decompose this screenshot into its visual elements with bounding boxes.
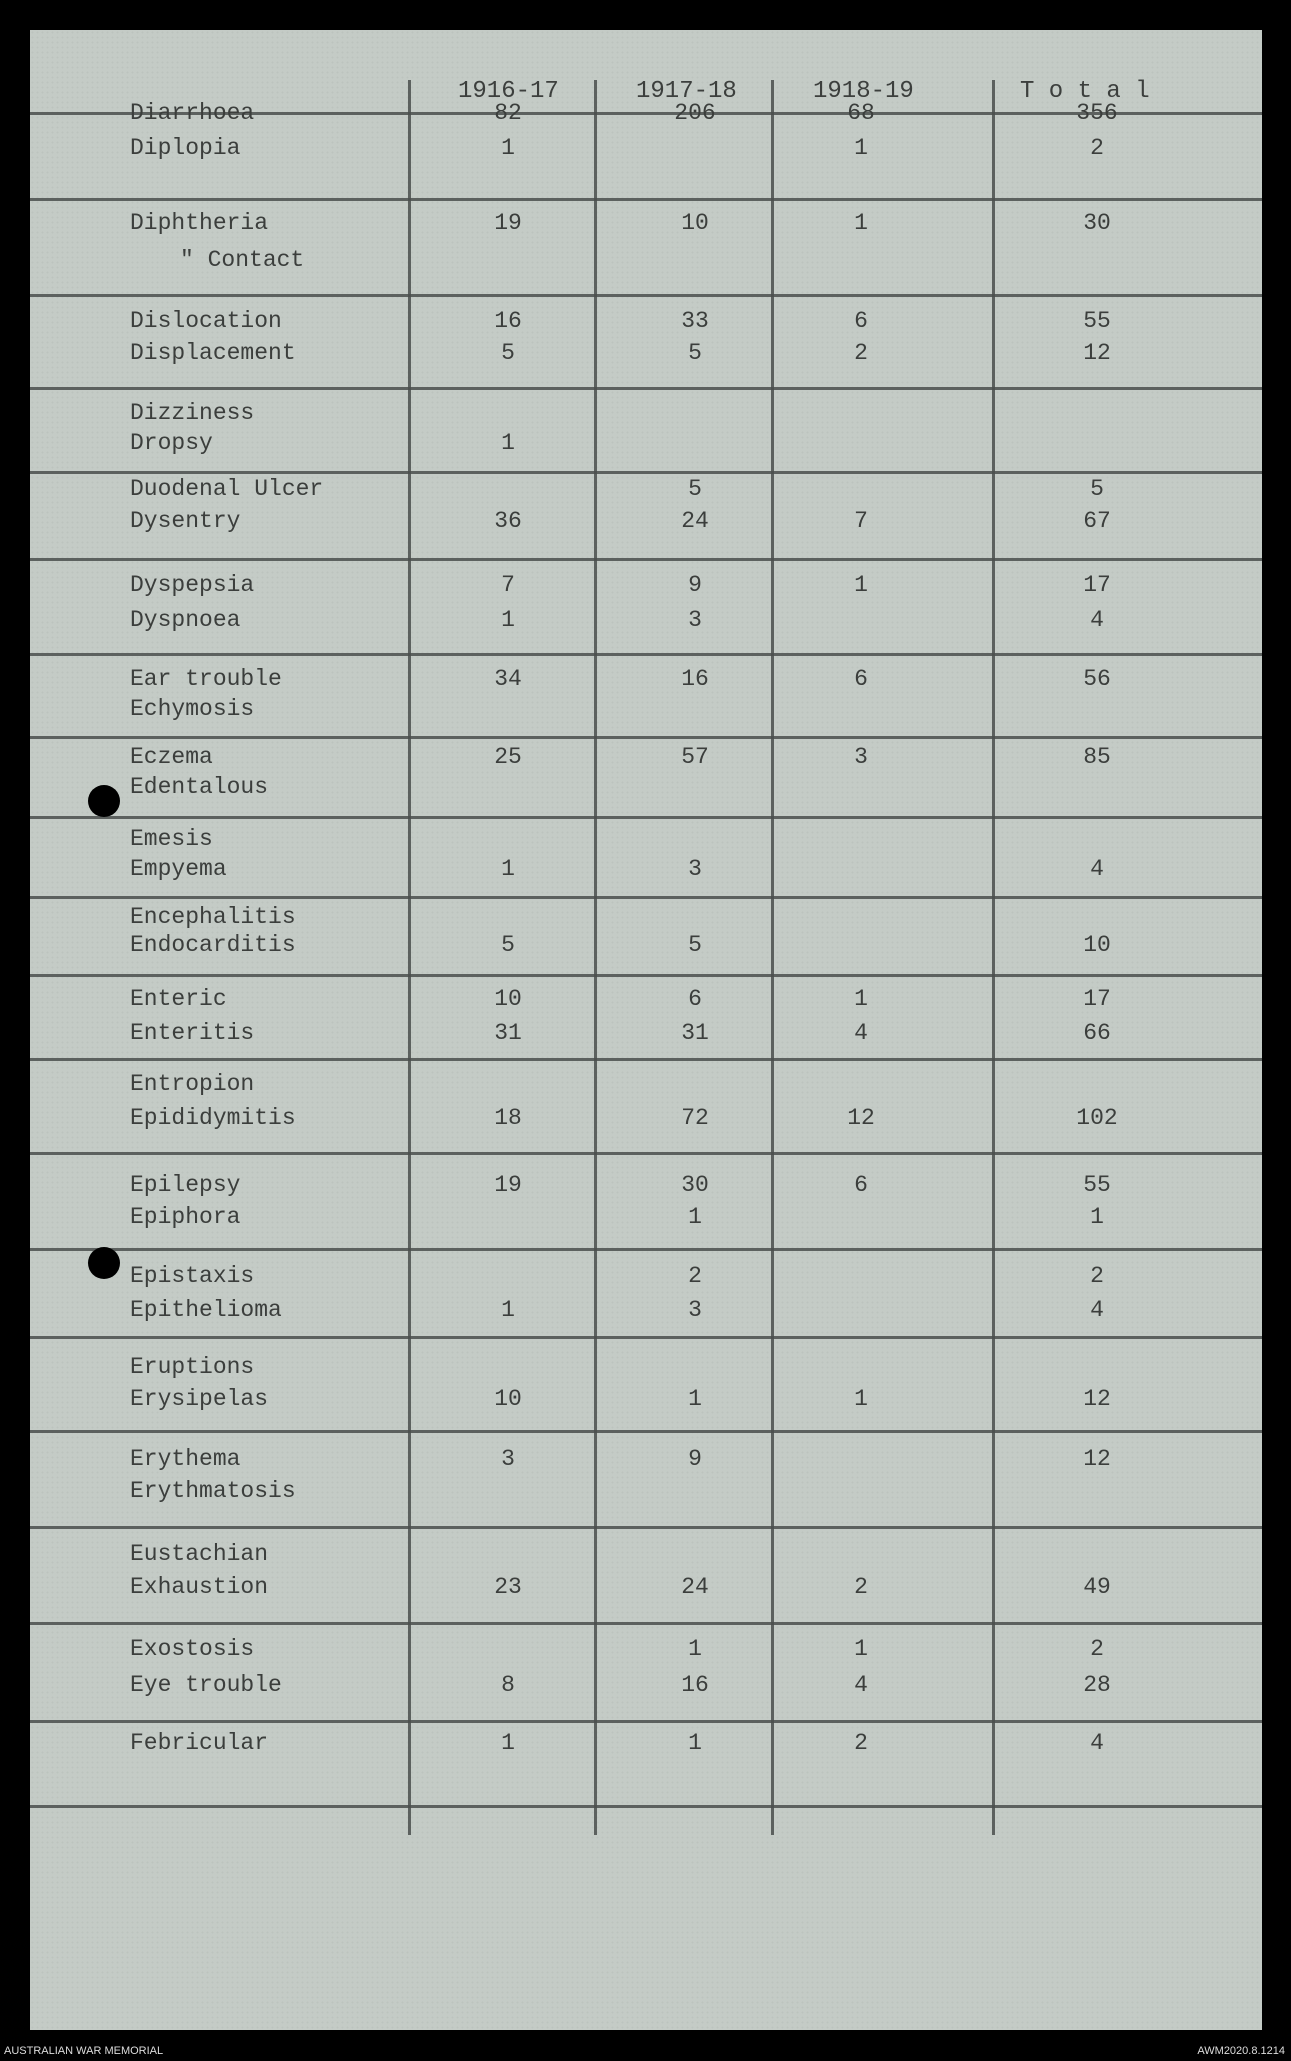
row-divider xyxy=(30,1336,1262,1339)
ailment-label: Emesis xyxy=(130,826,213,852)
cell-value: 8 xyxy=(501,1672,515,1698)
ailment-label: Enteritis xyxy=(130,1020,255,1046)
ailment-label: Enteric xyxy=(130,986,227,1012)
cell-value: 30 xyxy=(1083,210,1111,236)
column-divider xyxy=(771,80,774,1835)
cell-value: 82 xyxy=(494,100,522,126)
cell-value: 9 xyxy=(688,572,702,598)
cell-value: 24 xyxy=(681,1574,709,1600)
cell-value: 16 xyxy=(681,1672,709,1698)
ailment-label: Dyspepsia xyxy=(130,572,255,598)
cell-value: 7 xyxy=(501,572,515,598)
row-divider xyxy=(30,1720,1262,1723)
ailment-label: Epistaxis xyxy=(130,1263,255,1289)
cell-value: 4 xyxy=(1090,1297,1104,1323)
cell-value: 18 xyxy=(494,1105,522,1131)
ailment-label: Exhaustion xyxy=(130,1574,269,1600)
cell-value: 36 xyxy=(494,508,522,534)
cell-value: 6 xyxy=(854,1172,868,1198)
column-divider xyxy=(594,80,597,1835)
ailment-label: Dropsy xyxy=(130,430,213,456)
cell-value: 1 xyxy=(688,1386,702,1412)
cell-value: 7 xyxy=(854,508,868,534)
cell-value: 10 xyxy=(681,210,709,236)
ailment-label: Displacement xyxy=(130,340,296,366)
cell-value: 1 xyxy=(688,1204,702,1230)
cell-value: 10 xyxy=(494,1386,522,1412)
ailment-label: Entropion xyxy=(130,1071,255,1097)
row-divider xyxy=(30,1058,1262,1061)
cell-value: 57 xyxy=(681,744,709,770)
cell-value: 10 xyxy=(494,986,522,1012)
row-divider xyxy=(30,558,1262,561)
cell-value: 17 xyxy=(1083,572,1111,598)
row-divider xyxy=(30,1430,1262,1433)
ailment-label: Empyema xyxy=(130,856,227,882)
cell-value: 31 xyxy=(494,1020,522,1046)
cell-value: 6 xyxy=(688,986,702,1012)
ailment-label: Erythmatosis xyxy=(130,1478,296,1504)
cell-value: 3 xyxy=(688,1297,702,1323)
row-divider xyxy=(30,653,1262,656)
cell-value: 4 xyxy=(854,1672,868,1698)
cell-value: 356 xyxy=(1076,100,1118,126)
cell-value: 68 xyxy=(847,100,875,126)
punch-hole xyxy=(88,1247,120,1279)
cell-value: 1 xyxy=(688,1636,702,1662)
cell-value: 9 xyxy=(688,1446,702,1472)
cell-value: 3 xyxy=(688,856,702,882)
cell-value: 4 xyxy=(1090,1730,1104,1756)
cell-value: 1 xyxy=(854,1636,868,1662)
cell-value: 24 xyxy=(681,508,709,534)
cell-value: 19 xyxy=(494,210,522,236)
cell-value: 17 xyxy=(1083,986,1111,1012)
cell-value: 5 xyxy=(1090,476,1104,502)
cell-value: 6 xyxy=(854,666,868,692)
cell-value: 5 xyxy=(501,340,515,366)
cell-value: 67 xyxy=(1083,508,1111,534)
cell-value: 1 xyxy=(1090,1204,1104,1230)
row-divider xyxy=(30,816,1262,819)
ailment-label: Encephalitis xyxy=(130,904,296,930)
ailment-label: Eustachian xyxy=(130,1541,269,1567)
ailment-label: Echymosis xyxy=(130,696,255,722)
cell-value: 1 xyxy=(501,607,515,633)
header-1917-18: 1917-18 xyxy=(636,78,737,105)
cell-value: 2 xyxy=(1090,135,1104,161)
cell-value: 1 xyxy=(688,1730,702,1756)
row-divider xyxy=(30,1622,1262,1625)
header-total: T o t a l xyxy=(1020,78,1150,105)
row-divider xyxy=(30,1805,1262,1808)
ailment-label: Erythema xyxy=(130,1446,241,1472)
cell-value: 5 xyxy=(688,476,702,502)
cell-value: 2 xyxy=(688,1263,702,1289)
ailment-label: " Contact xyxy=(180,247,305,273)
ailment-label: Ear trouble xyxy=(130,666,282,692)
cell-value: 2 xyxy=(854,340,868,366)
cell-value: 12 xyxy=(1083,1386,1111,1412)
cell-value: 1 xyxy=(854,135,868,161)
row-divider xyxy=(30,736,1262,739)
cell-value: 16 xyxy=(494,308,522,334)
cell-value: 55 xyxy=(1083,308,1111,334)
cell-value: 6 xyxy=(854,308,868,334)
ailment-label: Dizziness xyxy=(130,400,255,426)
column-divider xyxy=(992,80,995,1835)
cell-value: 1 xyxy=(501,135,515,161)
cell-value: 2 xyxy=(854,1574,868,1600)
cell-value: 1 xyxy=(854,1386,868,1412)
cell-value: 1 xyxy=(501,856,515,882)
cell-value: 1 xyxy=(854,986,868,1012)
cell-value: 56 xyxy=(1083,666,1111,692)
ailment-label: Epithelioma xyxy=(130,1297,282,1323)
cell-value: 55 xyxy=(1083,1172,1111,1198)
row-divider xyxy=(30,471,1262,474)
footer-left: AUSTRALIAN WAR MEMORIAL xyxy=(4,2045,164,2057)
ailment-label: Dislocation xyxy=(130,308,282,334)
cell-value: 5 xyxy=(688,932,702,958)
ailment-label: Eruptions xyxy=(130,1354,255,1380)
ailment-label: Erysipelas xyxy=(130,1386,269,1412)
cell-value: 3 xyxy=(501,1446,515,1472)
cell-value: 102 xyxy=(1076,1105,1118,1131)
cell-value: 4 xyxy=(854,1020,868,1046)
cell-value: 1 xyxy=(854,210,868,236)
punch-hole xyxy=(88,785,120,817)
ailment-label: Duodenal Ulcer xyxy=(130,476,324,502)
cell-value: 206 xyxy=(674,100,716,126)
row-divider xyxy=(30,198,1262,201)
cell-value: 1 xyxy=(854,572,868,598)
cell-value: 19 xyxy=(494,1172,522,1198)
cell-value: 33 xyxy=(681,308,709,334)
column-divider xyxy=(408,80,411,1835)
cell-value: 23 xyxy=(494,1574,522,1600)
cell-value: 31 xyxy=(681,1020,709,1046)
cell-value: 3 xyxy=(688,607,702,633)
cell-value: 12 xyxy=(1083,340,1111,366)
cell-value: 5 xyxy=(501,932,515,958)
cell-value: 1 xyxy=(501,430,515,456)
header-1916-17: 1916-17 xyxy=(458,78,559,105)
ailment-label: Exostosis xyxy=(130,1636,255,1662)
cell-value: 1 xyxy=(501,1297,515,1323)
cell-value: 2 xyxy=(1090,1636,1104,1662)
cell-value: 4 xyxy=(1090,856,1104,882)
cell-value: 28 xyxy=(1083,1672,1111,1698)
ailment-label: Eczema xyxy=(130,744,213,770)
ailment-label: Diarrhoea xyxy=(130,100,255,126)
ailment-label: Febricular xyxy=(130,1730,269,1756)
ailment-label: Dysentry xyxy=(130,508,241,534)
ailment-label: Diplopia xyxy=(130,135,241,161)
cell-value: 30 xyxy=(681,1172,709,1198)
ailment-label: Epididymitis xyxy=(130,1105,296,1131)
row-divider xyxy=(30,387,1262,390)
cell-value: 49 xyxy=(1083,1574,1111,1600)
ailment-label: Epilepsy xyxy=(130,1172,241,1198)
cell-value: 10 xyxy=(1083,932,1111,958)
row-divider xyxy=(30,896,1262,899)
row-divider xyxy=(30,1152,1262,1155)
ailment-label: Endocarditis xyxy=(130,932,296,958)
ailment-label: Epiphora xyxy=(130,1204,241,1230)
cell-value: 12 xyxy=(847,1105,875,1131)
cell-value: 3 xyxy=(854,744,868,770)
cell-value: 72 xyxy=(681,1105,709,1131)
cell-value: 25 xyxy=(494,744,522,770)
ailment-label: Eye trouble xyxy=(130,1672,282,1698)
ailment-label: Dyspnoea xyxy=(130,607,241,633)
cell-value: 1 xyxy=(501,1730,515,1756)
header-1918-19: 1918-19 xyxy=(813,78,914,105)
footer-right: AWM2020.8.1214 xyxy=(1197,2045,1285,2057)
cell-value: 16 xyxy=(681,666,709,692)
cell-value: 5 xyxy=(688,340,702,366)
row-divider xyxy=(30,974,1262,977)
cell-value: 2 xyxy=(1090,1263,1104,1289)
cell-value: 66 xyxy=(1083,1020,1111,1046)
cell-value: 85 xyxy=(1083,744,1111,770)
cell-value: 12 xyxy=(1083,1446,1111,1472)
cell-value: 4 xyxy=(1090,607,1104,633)
row-divider xyxy=(30,294,1262,297)
ailment-label: Edentalous xyxy=(130,774,269,800)
cell-value: 34 xyxy=(494,666,522,692)
row-divider xyxy=(30,1526,1262,1529)
document-sheet xyxy=(30,30,1262,2030)
cell-value: 2 xyxy=(854,1730,868,1756)
ailment-label: Diphtheria xyxy=(130,210,269,236)
row-divider xyxy=(30,1248,1262,1251)
